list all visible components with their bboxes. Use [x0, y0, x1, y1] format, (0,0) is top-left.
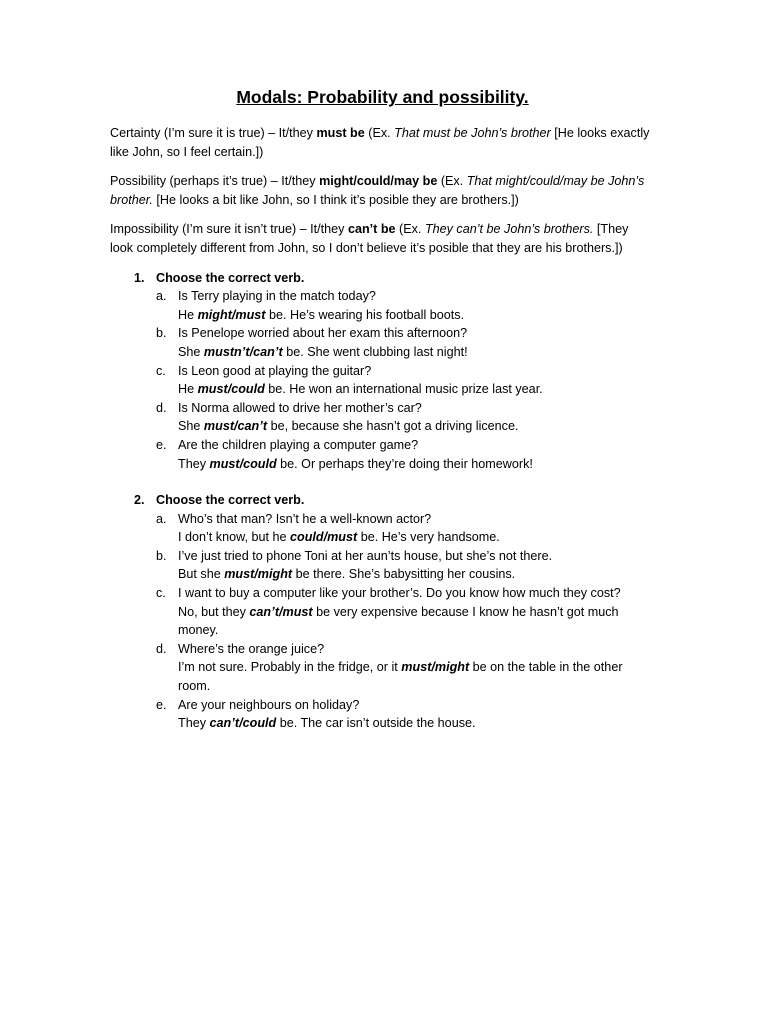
exercise-item: [110, 696, 655, 733]
verb-options: mustn’t/can’t: [203, 344, 283, 359]
item-letter: b.: [156, 326, 167, 341]
item-answer: [178, 658, 655, 695]
exercise-item: [110, 584, 655, 640]
item-question: Are the children playing a computer game?: [178, 437, 419, 452]
item-answer: [178, 380, 655, 399]
answer-text: She: [178, 419, 204, 434]
impossibility-ex: (Ex.: [395, 222, 425, 237]
item-answer: [178, 565, 655, 584]
verb-options: must/could: [209, 456, 277, 471]
answer-text: But she: [178, 567, 225, 582]
exercise-item: [110, 399, 655, 436]
impossibility-explanation: [They look completely different from John, so I don’t believe it’s posible that they are his brothers.]): [110, 222, 629, 255]
item-question: Are your neighbours on holiday?: [178, 697, 360, 712]
item-question: Who’s that man? Isn’t he a well-known actor?: [178, 511, 432, 526]
verb-options: might/must: [197, 307, 266, 322]
item-letter: b.: [156, 548, 167, 563]
answer-text: He: [178, 307, 198, 322]
possibility-example: That might/could/may be John’s brother.: [110, 174, 645, 207]
answer-text: They: [178, 716, 210, 731]
certainty-text: Certainty (I’m sure it is true) – It/they: [110, 126, 317, 140]
item-question: I’ve just tried to phone Toni at her aun’ts house, but she’s not there.: [178, 548, 553, 563]
answer-text: No, but they: [178, 604, 250, 619]
exercise-item: [110, 362, 655, 399]
verb-options: must/might: [401, 660, 470, 675]
possibility-paragraph: [110, 172, 655, 209]
answer-text: I’m not sure. Probably in the fridge, or it: [178, 660, 402, 675]
exercise-item: [110, 510, 655, 547]
possibility-modal: might/could/may be: [319, 174, 438, 189]
verb-options: must/can’t: [203, 419, 268, 434]
exercise-number: 1.: [134, 270, 145, 285]
item-letter: c.: [156, 586, 166, 601]
item-letter: e.: [156, 437, 167, 452]
exercise-title: Choose the correct verb.: [156, 270, 305, 285]
exercise-heading: [110, 269, 655, 288]
answer-text: be there. She’s babysitting her cousins.: [292, 567, 516, 582]
answer-text: be. He’s wearing his football boots.: [265, 307, 465, 322]
exercise-heading: [110, 491, 655, 510]
certainty-example: That must be John’s brother: [394, 126, 551, 140]
verb-options: must/could: [197, 382, 265, 397]
item-question: Where’s the orange juice?: [178, 641, 325, 656]
possibility-explanation: [He looks a bit like John, so I think it’s posible they are brothers.]): [152, 192, 519, 207]
certainty-ex: (Ex.: [364, 126, 395, 140]
item-answer: [178, 603, 655, 640]
answer-text: be on the table in the other room.: [178, 660, 623, 694]
exercise-number: 2.: [134, 493, 145, 508]
answer-text: He: [178, 382, 198, 397]
item-question: Is Leon good at playing the guitar?: [178, 363, 372, 378]
possibility-ex: (Ex.: [437, 174, 467, 189]
exercise-title: Choose the correct verb.: [156, 493, 305, 508]
verb-options: must/might: [224, 567, 293, 582]
answer-text: They: [178, 456, 210, 471]
possibility-text: Possibility (perhaps it’s true) – It/they: [110, 174, 320, 189]
verb-options: can’t/must: [249, 604, 313, 619]
exercise-item: [110, 324, 655, 361]
answer-text: be. He’s very handsome.: [357, 530, 500, 545]
answer-text: be. Or perhaps they’re doing their homework!: [276, 456, 533, 471]
item-question: Is Norma allowed to drive her mother’s car?: [178, 400, 422, 415]
answer-text: be very expensive because I know he hasn’t got much money.: [178, 604, 619, 638]
certainty-modal: must be: [316, 126, 365, 140]
answer-text: be. She went clubbing last night!: [282, 344, 468, 359]
page-title: Modals: Probability and possibility.: [236, 87, 529, 107]
item-answer: [178, 306, 655, 325]
item-answer: [178, 343, 655, 362]
answer-text: be. He won an international music prize last year.: [264, 382, 543, 397]
certainty-paragraph: [110, 124, 655, 161]
item-letter: d.: [156, 400, 167, 415]
item-letter: a.: [156, 289, 167, 304]
exercise-item: [110, 547, 655, 584]
worksheet-page: [110, 86, 655, 733]
verb-options: could/must: [290, 530, 358, 545]
impossibility-modal: can’t be: [347, 222, 396, 237]
item-letter: a.: [156, 511, 167, 526]
item-letter: c.: [156, 363, 166, 378]
answer-text: I don’t know, but he: [178, 530, 291, 545]
item-question: I want to buy a computer like your brother’s. Do you know how much they cost?: [178, 586, 621, 601]
exercise-item: [110, 287, 655, 324]
exercise-section-2: [110, 491, 655, 733]
item-answer: [178, 417, 655, 436]
answer-text: be. The car isn’t outside the house.: [276, 716, 476, 731]
exercise-item: [110, 436, 655, 473]
item-answer: [178, 528, 655, 547]
impossibility-text: Impossibility (I’m sure it isn’t true) – It/they: [110, 222, 348, 237]
exercise-item: [110, 640, 655, 696]
answer-text: She: [178, 344, 204, 359]
answer-text: be, because she hasn’t got a driving licence.: [267, 419, 519, 434]
exercise-section-1: [110, 269, 655, 474]
item-question: Is Penelope worried about her exam this afternoon?: [178, 326, 468, 341]
item-letter: e.: [156, 697, 167, 712]
item-answer: [178, 455, 655, 474]
item-letter: d.: [156, 641, 167, 656]
certainty-explanation: [He looks exactly like John, so I feel certain.]): [110, 126, 650, 159]
impossibility-example: They can’t be John’s brothers.: [424, 222, 594, 237]
verb-options: can’t/could: [209, 716, 277, 731]
item-answer: [178, 714, 655, 733]
impossibility-paragraph: [110, 220, 655, 257]
item-question: Is Terry playing in the match today?: [178, 289, 376, 304]
